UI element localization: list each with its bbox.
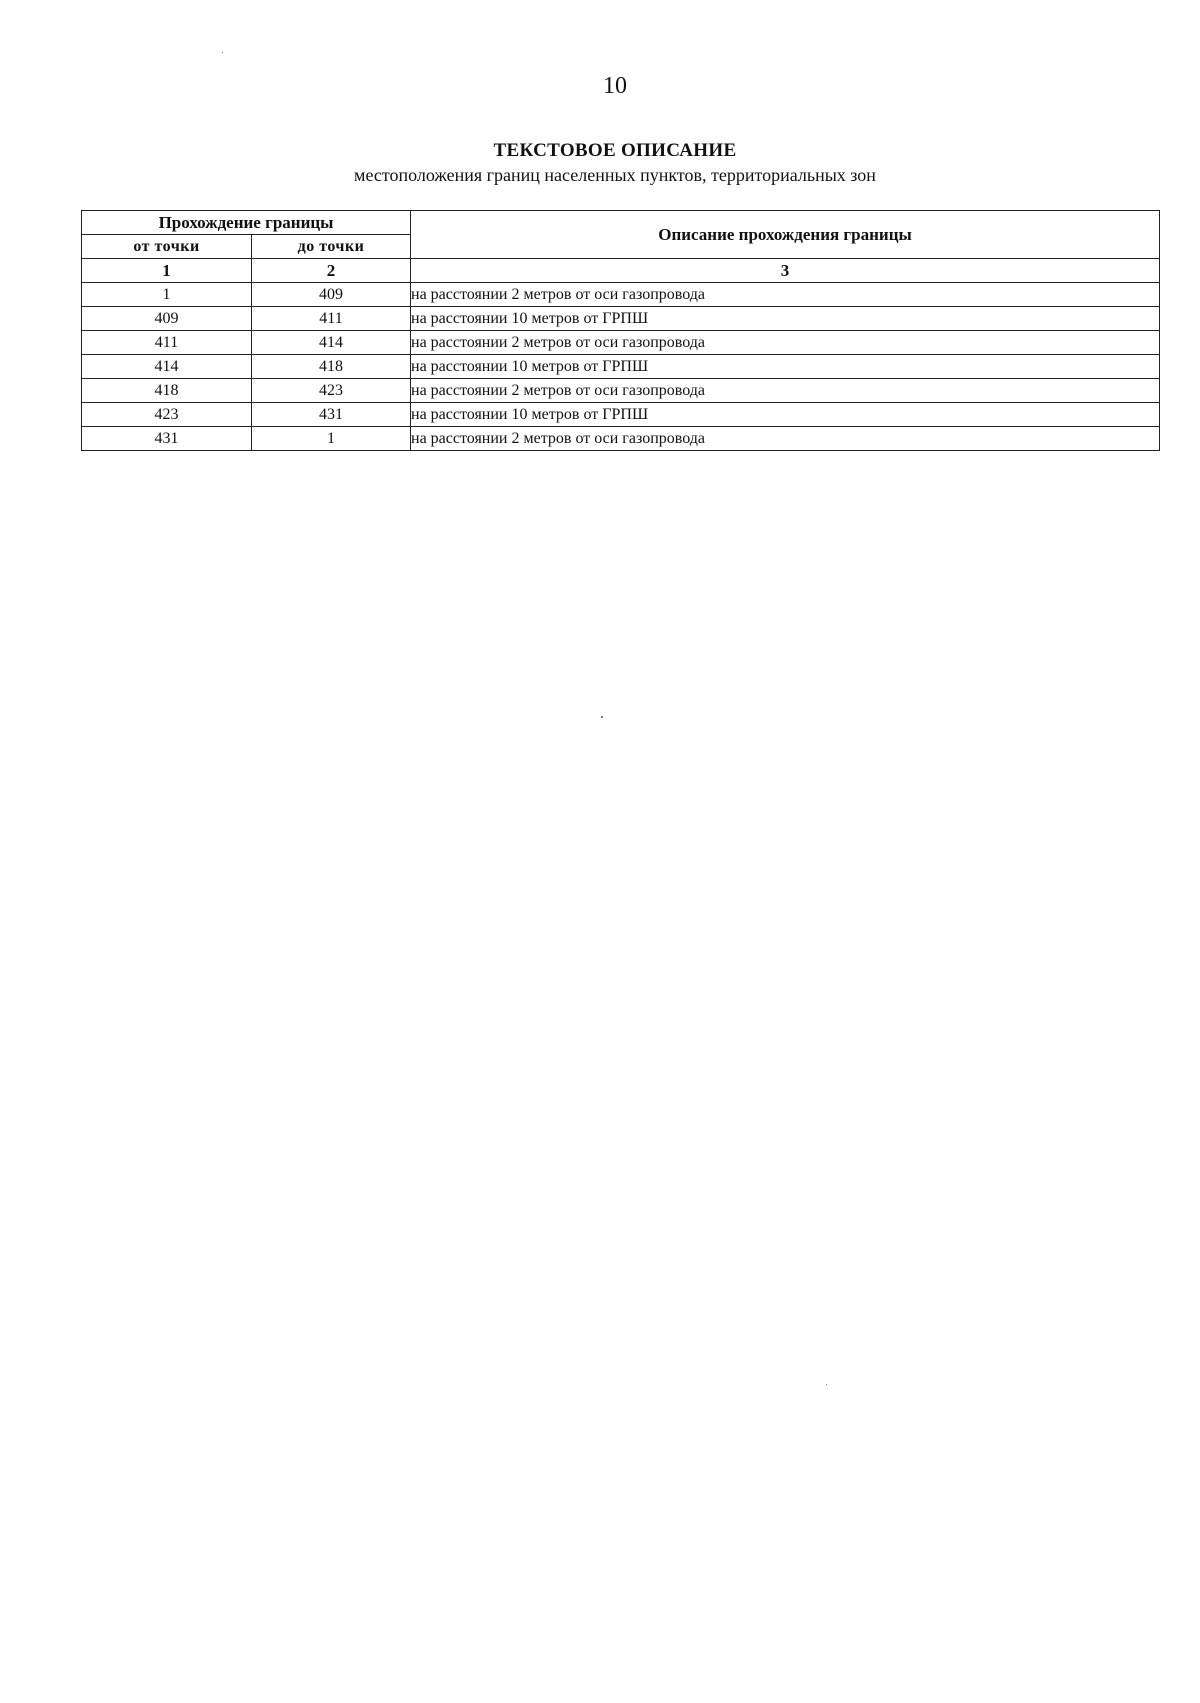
from-point-header: от точки: [82, 235, 252, 259]
description-cell: на расстоянии 2 метров от оси газопровода: [411, 379, 1160, 403]
table-row: [82, 283, 1160, 307]
from-point-cell: 409: [82, 307, 252, 331]
to-point-cell: 411: [252, 307, 411, 331]
column-number-2: 2: [252, 259, 411, 283]
from-point-cell: 1: [82, 283, 252, 307]
table-row: [82, 403, 1160, 427]
to-point-cell: 1: [252, 427, 411, 451]
from-point-cell: 431: [82, 427, 252, 451]
scan-speck: [601, 716, 603, 718]
description-cell: на расстоянии 2 метров от оси газопровода: [411, 427, 1160, 451]
boundary-table: [81, 210, 1160, 451]
to-point-cell: 423: [252, 379, 411, 403]
boundary-passage-header: Прохождение границы: [82, 211, 411, 235]
from-point-cell: 423: [82, 403, 252, 427]
column-number-1: 1: [82, 259, 252, 283]
description-cell: на расстоянии 10 метров от ГРПШ: [411, 355, 1160, 379]
description-cell: на расстоянии 2 метров от оси газопровода: [411, 283, 1160, 307]
table-row: [82, 355, 1160, 379]
from-point-cell: 414: [82, 355, 252, 379]
document-subtitle: местоположения границ населенных пунктов, территориальных зон: [354, 165, 876, 185]
scan-speck: [222, 52, 223, 53]
description-header: Описание прохождения границы: [411, 211, 1160, 259]
page-number: 10: [603, 73, 627, 99]
column-number-3: 3: [411, 259, 1160, 283]
scan-speck: [826, 1384, 827, 1385]
from-point-cell: 411: [82, 331, 252, 355]
description-cell: на расстоянии 10 метров от ГРПШ: [411, 307, 1160, 331]
description-cell: на расстоянии 10 метров от ГРПШ: [411, 403, 1160, 427]
document-title: ТЕКСТОВОЕ ОПИСАНИЕ: [493, 140, 737, 161]
table-row: [82, 331, 1160, 355]
to-point-header: до точки: [252, 235, 411, 259]
to-point-cell: 418: [252, 355, 411, 379]
table-row: [82, 379, 1160, 403]
to-point-cell: 409: [252, 283, 411, 307]
to-point-cell: 414: [252, 331, 411, 355]
table-row: [82, 307, 1160, 331]
to-point-cell: 431: [252, 403, 411, 427]
description-cell: на расстоянии 2 метров от оси газопровода: [411, 331, 1160, 355]
table-row: [82, 427, 1160, 451]
from-point-cell: 418: [82, 379, 252, 403]
